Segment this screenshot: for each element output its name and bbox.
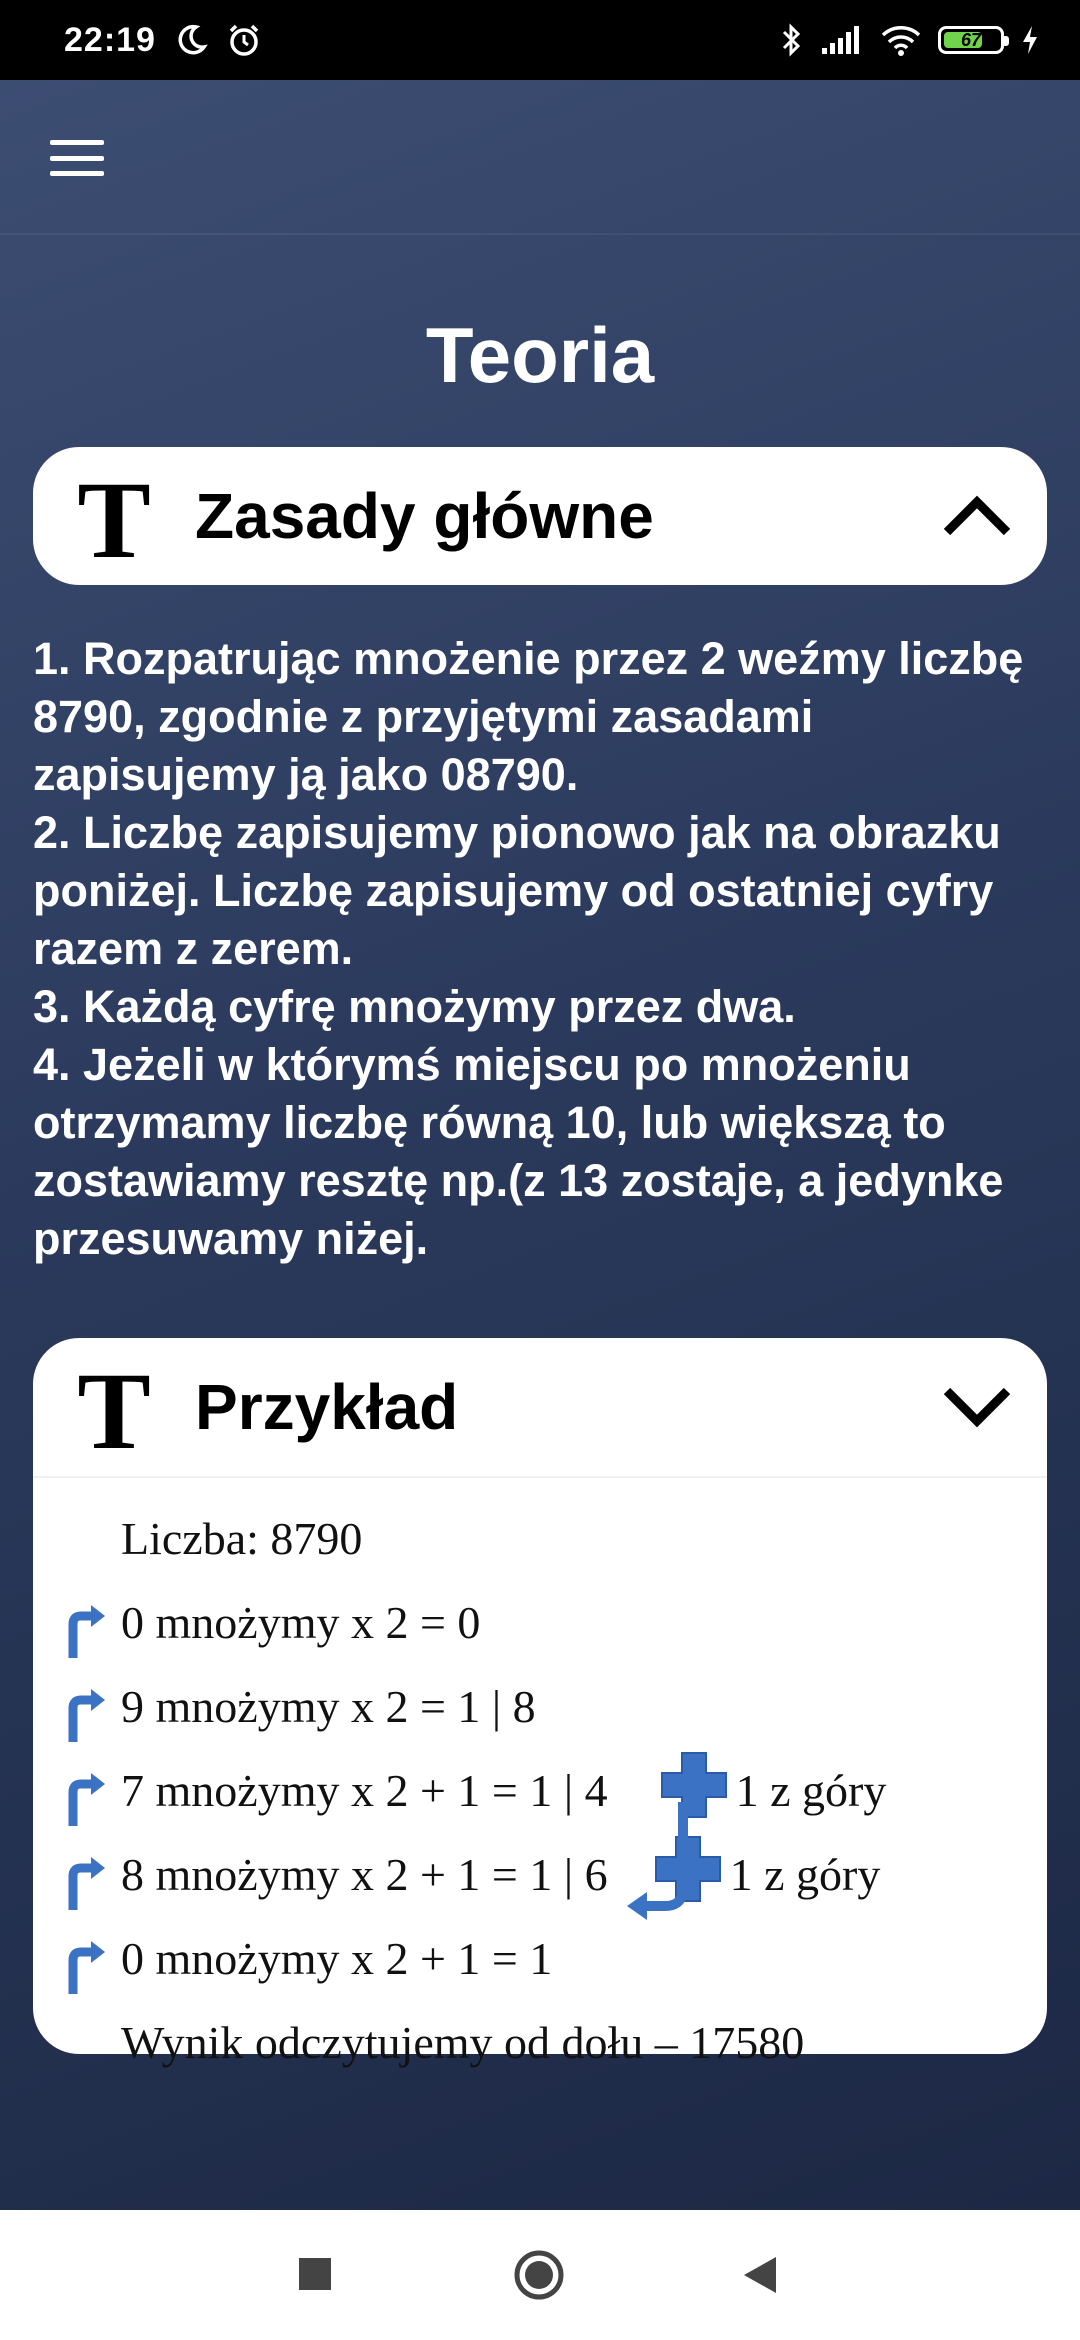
example-step-2 [33, 1664, 1047, 1748]
carry-text: 1 z góry [729, 1848, 881, 1900]
rule-item-1: 1. Rozpatrując mnożenie przez 2 weźmy liczbę 8790, zgodnie z przyjętymi zasadami zapisujemy ją jako 08790. [33, 633, 1024, 800]
status-time: 22:19 [64, 20, 156, 59]
example-number-label [33, 1496, 1047, 1580]
turn-arrow-icon [65, 1936, 109, 2007]
step-text: 0 mnożymy x 2 + 1 = 1 [121, 1932, 553, 1984]
alarm-icon [226, 22, 262, 58]
chevron-up-icon[interactable] [939, 483, 1015, 547]
signal-icon [820, 24, 864, 56]
rules-card-header[interactable] [33, 447, 1047, 585]
example-step-3 [33, 1748, 1047, 1832]
rules-card[interactable] [33, 447, 1047, 585]
number-label: Liczba: 8790 [121, 1512, 363, 1564]
example-card-header[interactable] [33, 1338, 1047, 1476]
moon-icon [174, 23, 208, 57]
bluetooth-icon [780, 22, 804, 58]
battery-level: 67 [960, 29, 982, 50]
system-nav-bar [0, 2210, 1080, 2340]
example-card[interactable] [33, 1338, 1047, 2068]
turn-arrow-icon [65, 1768, 109, 1839]
status-right [780, 22, 1040, 58]
carry-text: 1 z góry [735, 1764, 887, 1816]
home-button[interactable] [512, 2248, 566, 2307]
battery-tip [1004, 36, 1009, 46]
turn-arrow-icon [65, 1852, 109, 1923]
example-card-title: Przykład [195, 1371, 459, 1443]
page-title: Teoria [425, 311, 655, 399]
step-text: 0 mnożymy x 2 = 0 [121, 1596, 481, 1648]
battery-icon [938, 26, 1004, 54]
step-text: 9 mnożymy x 2 = 1 | 8 [121, 1680, 536, 1732]
status-left [64, 21, 262, 60]
text-type-icon: T [77, 459, 151, 581]
rule-item-4: 4. Jeżeli w którymś miejscu po mnożeniu otrzymamy liczbę równą 10, lub większą to zostawiamy resztę np.(z 13 zostaje, a jedynke przesuwamy niżej. [33, 1039, 1004, 1264]
hamburger-icon[interactable] [50, 140, 104, 176]
rule-item-2: 2. Liczbę zapisujemy pionowo jak na obrazku poniżej. Liczbę zapisujemy od ostatniej cyfry razem z zerem. [33, 807, 1001, 974]
status-bar [0, 0, 1080, 80]
rules-text [33, 630, 1053, 1268]
example-image [33, 1476, 1047, 2084]
back-button[interactable] [742, 2255, 778, 2300]
result-text: Wynik odczytujemy od dołu – 17580 [121, 2016, 805, 2068]
example-result [33, 2000, 1047, 2084]
example-step-4 [33, 1832, 1047, 1916]
app-screen [0, 80, 1080, 2210]
recent-apps-button[interactable] [298, 2257, 332, 2296]
step-text: 7 mnożymy x 2 + 1 = 1 | 4 [121, 1764, 608, 1816]
top-app-bar [0, 80, 1080, 235]
step-text: 8 mnożymy x 2 + 1 = 1 | 6 [121, 1848, 608, 1900]
return-arrow-icon [613, 1798, 703, 1939]
chevron-down-icon[interactable] [939, 1374, 1015, 1438]
rules-card-title: Zasady główne [195, 480, 654, 552]
turn-arrow-icon [65, 1684, 109, 1755]
wifi-icon [880, 23, 922, 57]
turn-arrow-icon [65, 1600, 109, 1671]
rule-item-3: 3. Każdą cyfrę mnożymy przez dwa. [33, 981, 796, 1032]
text-type-icon: T [77, 1350, 151, 1472]
charging-icon [1020, 24, 1040, 56]
example-step-1 [33, 1580, 1047, 1664]
example-step-5 [33, 1916, 1047, 2000]
